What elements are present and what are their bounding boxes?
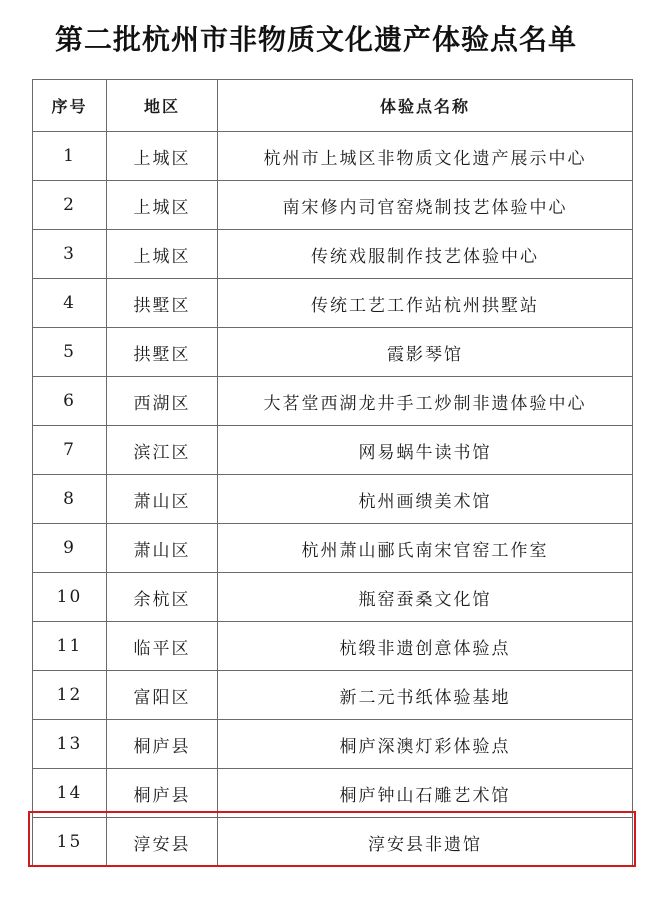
cell-no: 14 [33, 769, 107, 818]
cell-name: 南宋修内司官窑烧制技艺体验中心 [218, 181, 633, 230]
cell-name: 瓶窑蚕桑文化馆 [218, 573, 633, 622]
cell-name: 桐庐钟山石雕艺术馆 [218, 769, 633, 818]
table-row [33, 475, 633, 524]
cell-name: 传统工艺工作站杭州拱墅站 [218, 279, 633, 328]
experience-sites-table [32, 79, 633, 867]
cell-area: 上城区 [107, 132, 218, 181]
table-row [33, 720, 633, 769]
table-row [33, 279, 633, 328]
cell-no: 6 [33, 377, 107, 426]
cell-name: 新二元书纸体验基地 [218, 671, 633, 720]
header-area: 地区 [107, 80, 218, 132]
cell-no: 3 [33, 230, 107, 279]
table-row [33, 181, 633, 230]
cell-no: 12 [33, 671, 107, 720]
header-name: 体验点名称 [218, 80, 633, 132]
cell-area: 萧山区 [107, 524, 218, 573]
table-row [33, 426, 633, 475]
cell-no: 15 [33, 818, 107, 867]
table-row [33, 377, 633, 426]
cell-area: 淳安县 [107, 818, 218, 867]
cell-name: 杭州萧山郦氏南宋官窑工作室 [218, 524, 633, 573]
table-row [33, 671, 633, 720]
cell-no: 2 [33, 181, 107, 230]
cell-no: 1 [33, 132, 107, 181]
cell-name: 大茗堂西湖龙井手工炒制非遗体验中心 [218, 377, 633, 426]
cell-area: 上城区 [107, 181, 218, 230]
cell-name: 杭州市上城区非物质文化遗产展示中心 [218, 132, 633, 181]
cell-name: 杭州画缋美术馆 [218, 475, 633, 524]
cell-area: 萧山区 [107, 475, 218, 524]
highlight-box [28, 811, 636, 867]
cell-no: 5 [33, 328, 107, 377]
header-no: 序号 [33, 80, 107, 132]
cell-area: 拱墅区 [107, 279, 218, 328]
cell-name: 桐庐深澳灯彩体验点 [218, 720, 633, 769]
cell-area: 临平区 [107, 622, 218, 671]
cell-area: 余杭区 [107, 573, 218, 622]
cell-name: 网易蜗牛读书馆 [218, 426, 633, 475]
cell-area: 滨江区 [107, 426, 218, 475]
page-title: 第二批杭州市非物质文化遗产体验点名单 [55, 23, 578, 56]
table-row [33, 524, 633, 573]
cell-area: 上城区 [107, 230, 218, 279]
table-header-row [33, 80, 633, 132]
cell-no: 13 [33, 720, 107, 769]
cell-area: 桐庐县 [107, 720, 218, 769]
cell-no: 10 [33, 573, 107, 622]
cell-no: 7 [33, 426, 107, 475]
table-row [33, 132, 633, 181]
cell-no: 4 [33, 279, 107, 328]
cell-name: 淳安县非遗馆 [218, 818, 633, 867]
table-row [33, 573, 633, 622]
table-row [33, 328, 633, 377]
cell-area: 拱墅区 [107, 328, 218, 377]
cell-name: 杭缎非遗创意体验点 [218, 622, 633, 671]
cell-no: 8 [33, 475, 107, 524]
cell-area: 富阳区 [107, 671, 218, 720]
table-row [33, 622, 633, 671]
cell-area: 西湖区 [107, 377, 218, 426]
cell-name: 传统戏服制作技艺体验中心 [218, 230, 633, 279]
cell-name: 霞影琴馆 [218, 328, 633, 377]
cell-no: 11 [33, 622, 107, 671]
cell-area: 桐庐县 [107, 769, 218, 818]
cell-no: 9 [33, 524, 107, 573]
table-row [33, 230, 633, 279]
